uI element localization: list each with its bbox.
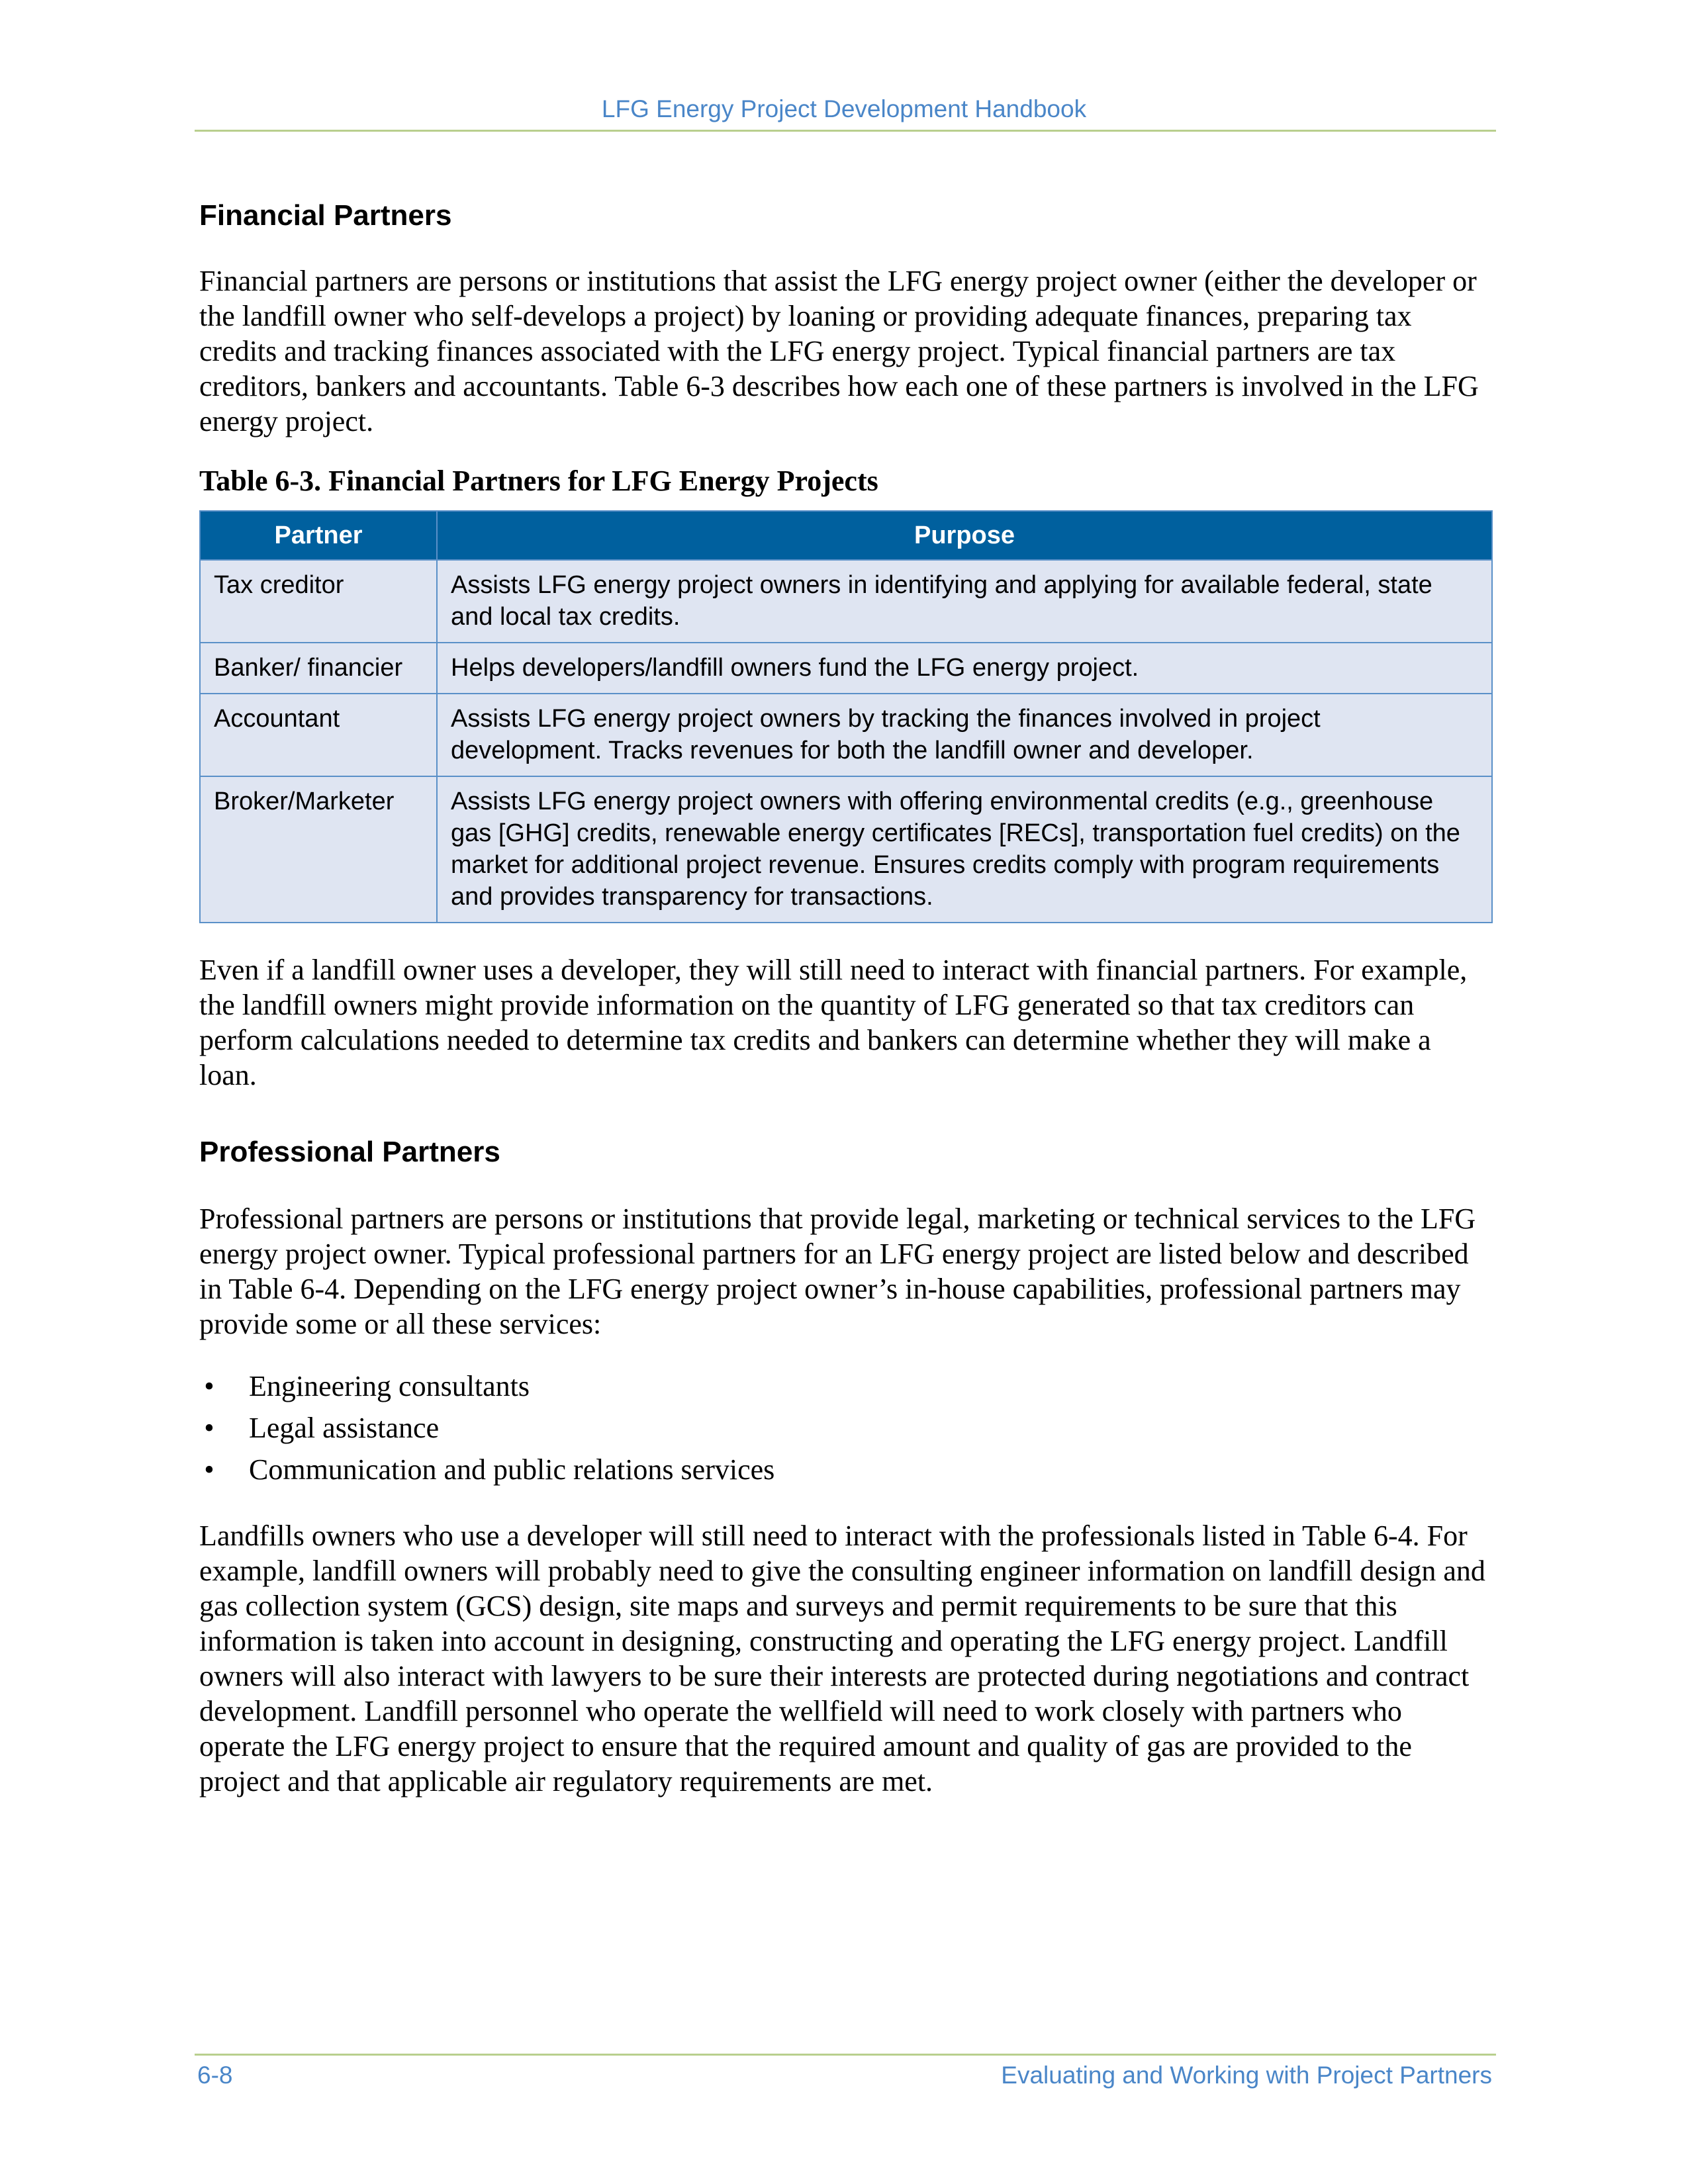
purpose-cell: Assists LFG energy project owners in identifying and applying for available federal, state and local tax credits. [437, 560, 1492, 643]
page-header-title: LFG Energy Project Development Handbook [601, 95, 1087, 122]
financial-partners-intro: Financial partners are persons or institutions that assist the LFG energy project owner (either the developer or the landfill owner who self-develops a project) by loaning or providing adequate finances, preparing tax credits and tracking finances associated with the LFG energy project. Typical financial partners are tax creditors, bankers and accountants. Table 6-3 describes how each one of these partners is involved in the LFG energy project. [199, 265, 1479, 437]
table-caption: Table 6-3. Financial Partners for LFG Energy Projects [199, 465, 878, 497]
table-row [200, 560, 1492, 643]
professional-services-list [199, 1365, 1493, 1490]
table-row [200, 643, 1492, 694]
list-item [199, 1407, 1493, 1449]
partner-cell: Tax creditor [200, 560, 437, 643]
bullet-icon: • [204, 1453, 214, 1486]
list-item-text: Engineering consultants [249, 1370, 530, 1402]
table-row [200, 776, 1492, 923]
page-number: 6-8 [197, 2062, 233, 2089]
table-header-row [200, 511, 1492, 560]
table-row [200, 694, 1492, 776]
professional-partners-closing: Landfills owners who use a developer will still need to interact with the professionals listed in Table 6-4. For example, landfill owners will probably need to give the consulting engineer information on landfill design and gas collection system (GCS) design, site maps and surveys and permit requirements to be sure that this information is taken into account in designing, constructing and operating the LFG energy project. Landfill owners will also interact with lawyers to be sure their interests are protected during negotiations and contract development. Landfill personnel who operate the wellfield will need to work closely with partners who operate the LFG energy project to ensure that the required amount and quality of gas are provided to the project and that applicable air regulatory requirements are met. [199, 1520, 1485, 1797]
section-heading-professional-partners: Professional Partners [199, 1136, 500, 1168]
partner-cell: Accountant [200, 694, 437, 776]
column-header-purpose: Purpose [437, 511, 1492, 560]
page-content [199, 196, 1493, 1799]
financial-partners-followup: Even if a landfill owner uses a developer, they will still need to interact with financial partners. For example, the landfill owners might provide information on the quantity of LFG generated so that tax creditors can perform calculations needed to determine tax credits and bankers can determine whether they will make a loan. [199, 954, 1468, 1091]
purpose-cell: Assists LFG energy project owners with offering environmental credits (e.g., greenhouse gas [GHG] credits, renewable energy certificates [RECs], transportation fuel credits) on the market for additional project revenue. Ensures credits comply with program requirements and provides transparency for transactions. [437, 776, 1492, 923]
purpose-cell: Assists LFG energy project owners by tracking the finances involved in project development. Tracks revenues for both the landfill owner and developer. [437, 694, 1492, 776]
header-rule [195, 130, 1496, 132]
list-item-text: Legal assistance [249, 1412, 440, 1444]
financial-partners-table [199, 510, 1493, 923]
list-item [199, 1449, 1493, 1490]
purpose-cell: Helps developers/landfill owners fund the LFG energy project. [437, 643, 1492, 694]
list-item [199, 1365, 1493, 1407]
partner-cell: Banker/ financier [200, 643, 437, 694]
footer-chapter-title: Evaluating and Working with Project Partners [1001, 2062, 1492, 2089]
section-heading-financial-partners: Financial Partners [199, 199, 452, 232]
bullet-icon: • [204, 1370, 214, 1402]
bullet-icon: • [204, 1412, 214, 1444]
partner-cell: Broker/Marketer [200, 776, 437, 923]
footer-rule [195, 2054, 1496, 2056]
professional-partners-intro: Professional partners are persons or institutions that provide legal, marketing or technical services to the LFG energy project owner. Typical professional partners for an LFG energy project are listed below and described in Table 6-4. Depending on the LFG energy project owner’s in-house capabilities, professional partners may provide some or all these services: [199, 1203, 1476, 1340]
column-header-partner: Partner [200, 511, 437, 560]
list-item-text: Communication and public relations services [249, 1453, 775, 1486]
